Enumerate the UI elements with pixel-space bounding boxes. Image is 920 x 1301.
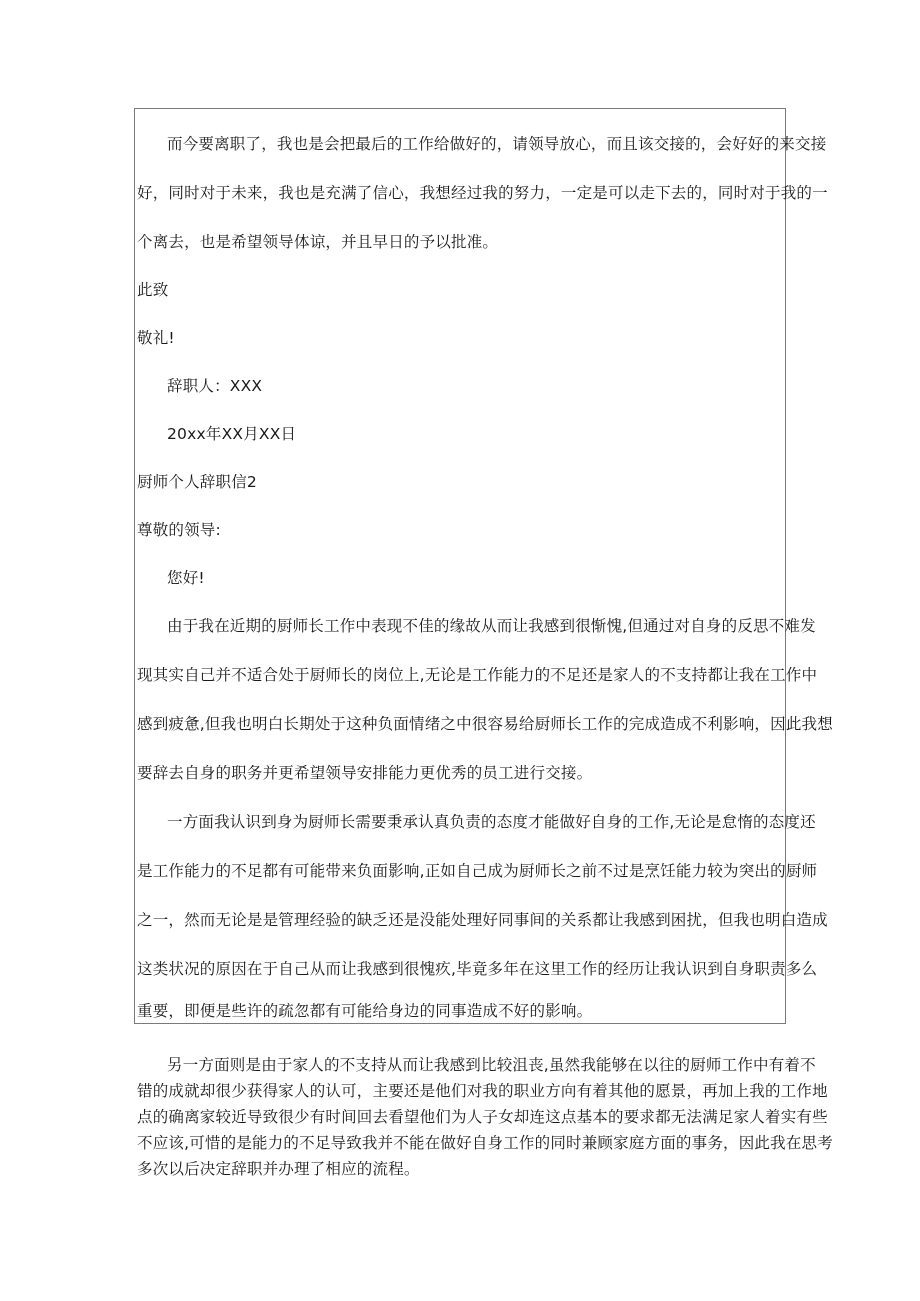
greeting: 您好!: [167, 569, 205, 587]
paragraph-2-line-2: 现其实自己并不适合处于厨师长的岗位上,无论是工作能力的不足还是家人的不支持都让我在工作中: [137, 666, 818, 684]
paragraph-3-line-1: 一方面我认识到身为厨师长需要秉承认真负责的态度才能做好自身的工作,无论是怠惰的态度还: [167, 813, 816, 831]
paragraph-2-line-1: 由于我在近期的厨师长工作中表现不佳的缘故从而让我感到很惭愧,但通过对自身的反思不难发: [167, 617, 816, 635]
closing-jing-li: 敬礼!: [137, 329, 175, 347]
paragraph-1-line-1: 而今要离职了，我也是会把最后的工作给做好的，请领导放心，而且该交接的，会好好的来交接: [167, 135, 827, 153]
paragraph-4-line-3: 点的确离家较近导致很少有时间回去看望他们为人子女却连这点基本的要求都无法满足家人着实有些: [137, 1108, 828, 1126]
paragraph-1-line-2: 好，同时对于未来，我也是充满了信心，我想经过我的努力，一定是可以走下去的，同时对于我的一: [137, 184, 828, 202]
paragraph-3-line-5: 重要，即便是些许的疏忽都有可能给身边的同事造成不好的影响。: [137, 1002, 593, 1020]
paragraph-4-line-1: 另一方面则是由于家人的不支持从而让我感到比较沮丧,虽然我能够在以往的厨师工作中有着不: [167, 1056, 816, 1074]
paragraph-2-line-4: 要辞去自身的职务并更希望领导安排能力更优秀的员工进行交接。: [137, 764, 593, 782]
signer: 辞职人：XXX: [167, 377, 263, 395]
paragraph-3-line-3: 之一，然而无论是是管理经验的缺乏还是没能处理好同事间的关系都让我感到困扰，但我也明白造成: [137, 911, 828, 929]
paragraph-3-line-4: 这类状况的原因在于自己从而让我感到很愧疚,毕竟多年在这里工作的经历让我认识到自身职责多么: [137, 960, 818, 978]
letter-2-title: 厨师个人辞职信2: [137, 473, 257, 491]
paragraph-3-line-2: 是工作能力的不足都有可能带来负面影响,正如自己成为厨师长之前不过是烹饪能力较为突出的厨师: [137, 862, 818, 880]
salutation: 尊敬的领导:: [137, 521, 221, 539]
paragraph-4-line-2: 错的成就却很少获得家人的认可，主要还是他们对我的职业方向有着其他的愿景，再加上我的工作地: [137, 1082, 828, 1100]
paragraph-4-line-5: 多次以后决定辞职并办理了相应的流程。: [137, 1160, 420, 1178]
date: 20xx年XX月XX日: [167, 425, 297, 443]
closing-ci-zhi: 此致: [137, 281, 169, 299]
paragraph-2-line-3: 感到疲惫,但我也明白长期处于这种负面情绪之中很容易给厨师长工作的完成造成不利影响，因此我想: [137, 715, 833, 733]
paragraph-1-line-3: 个离去，也是希望领导体谅，并且早日的予以批准。: [137, 233, 499, 251]
paragraph-4-line-4: 不应该,可惜的是能力的不足导致我并不能在做好自身工作的同时兼顾家庭方面的事务，因此我在思考: [137, 1134, 833, 1152]
